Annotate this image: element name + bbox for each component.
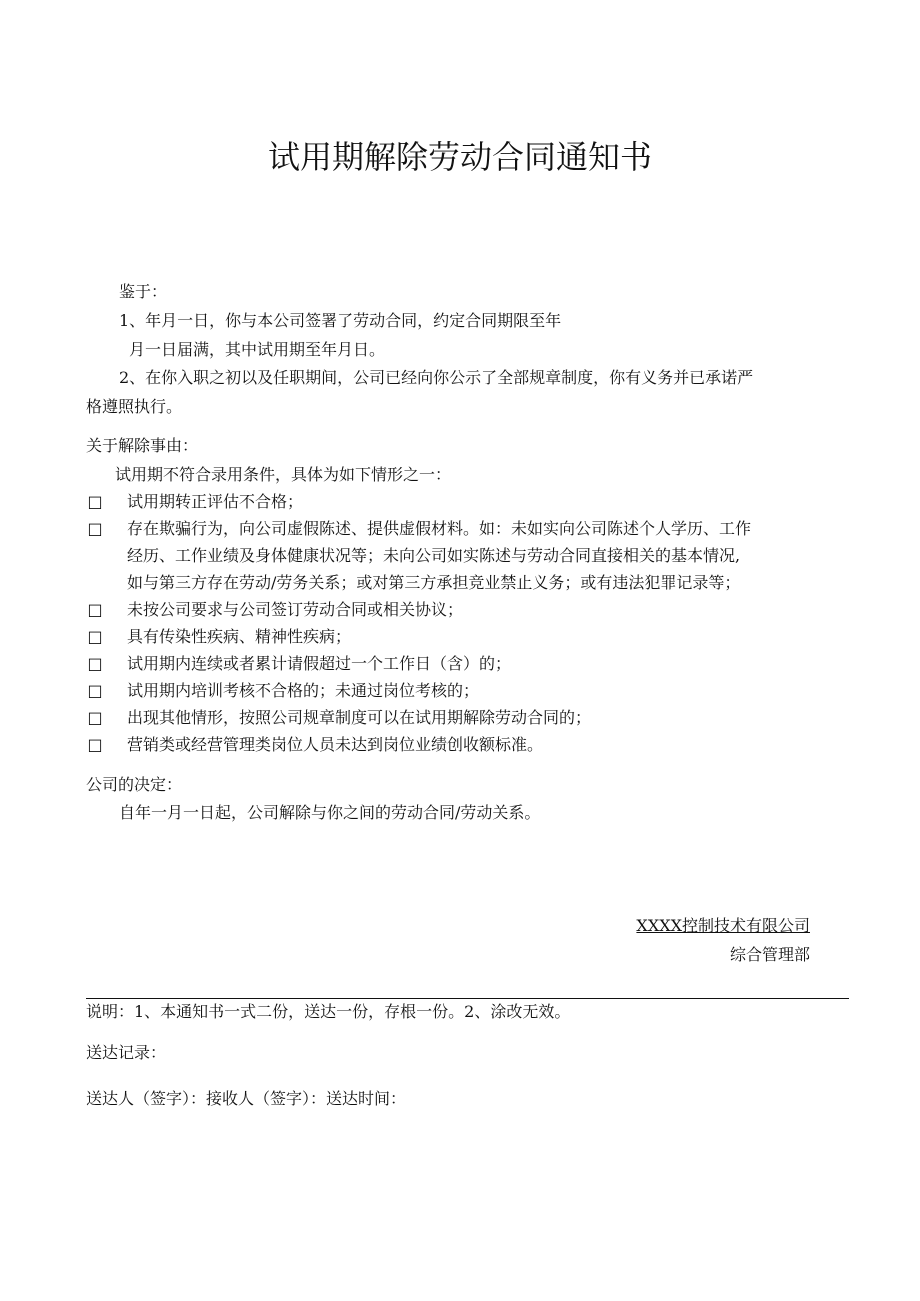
checkbox-icon: □ [87,600,103,619]
document-title: 试用期解除劳动合同通知书 [267,138,652,176]
preface-item-1-line-1: 1、年月一日，你与本公司签署了劳动合同，约定合同期限至年 [119,311,562,330]
checkbox-icon: □ [87,681,103,700]
reasons-heading: 关于解除事由： [86,436,199,455]
checkbox-icon: □ [87,735,103,754]
footer-divider [86,998,849,999]
department-signature: 综合管理部 [729,945,810,964]
preface-item-2-line-1: 2、在你入职之初以及任职期间，公司已经向你公示了全部规章制度，你有义务并已承诺严 [119,368,754,387]
preface-item-2-line-2: 格遵照执行。 [86,397,183,416]
reason-item-2-line-3: 如与第三方存在劳动/劳务关系；或对第三方承担竞业禁止义务；或有违法犯罪记录等； [127,573,741,592]
reason-item-4: 具有传染性疾病、精神性疾病； [127,627,352,646]
footer-note: 说明：1、本通知书一式二份，送达一份，存根一份。2、涂改无效。 [86,1002,571,1021]
checkbox-icon: □ [87,708,103,727]
preface-item-1-line-2: 月一日届满，其中试用期至年月日。 [129,340,386,359]
reason-item-2-line-1: 存在欺骗行为，向公司虚假陈述、提供虚假材料。如：未如实向公司陈述个人学历、工作 [127,519,752,538]
checkbox-icon: □ [87,492,103,511]
company-signature: XXXX控制技术有限公司 [636,916,810,935]
checkbox-icon: □ [87,654,103,673]
checkbox-icon: □ [87,627,103,646]
reason-item-1: 试用期转正评估不合格； [127,492,304,511]
reason-item-7: 出现其他情形，按照公司规章制度可以在试用期解除劳动合同的； [127,708,592,727]
preface-heading: 鉴于： [119,282,168,301]
reason-item-6: 试用期内培训考核不合格的；未通过岗位考核的； [127,681,480,700]
decision-heading: 公司的决定： [86,775,183,794]
reason-item-5: 试用期内连续或者累计请假超过一个工作日（含）的； [127,654,512,673]
decision-text: 自年一月一日起，公司解除与你之间的劳动合同/劳动关系。 [119,803,541,822]
checkbox-icon: □ [87,519,103,538]
delivery-signatures: 送达人（签字）：接收人（签字）：送达时间： [86,1089,407,1108]
reasons-intro: 试用期不符合录用条件，具体为如下情形之一： [115,465,452,484]
delivery-record-label: 送达记录： [86,1043,167,1062]
reason-item-2-line-2: 经历、工作业绩及身体健康状况等；未向公司如实陈述与劳动合同直接相关的基本情况, [127,546,741,565]
reason-item-8: 营销类或经营管理类岗位人员未达到岗位业绩创收额标准。 [127,735,544,754]
reason-item-3: 未按公司要求与公司签订劳动合同或相关协议； [127,600,464,619]
